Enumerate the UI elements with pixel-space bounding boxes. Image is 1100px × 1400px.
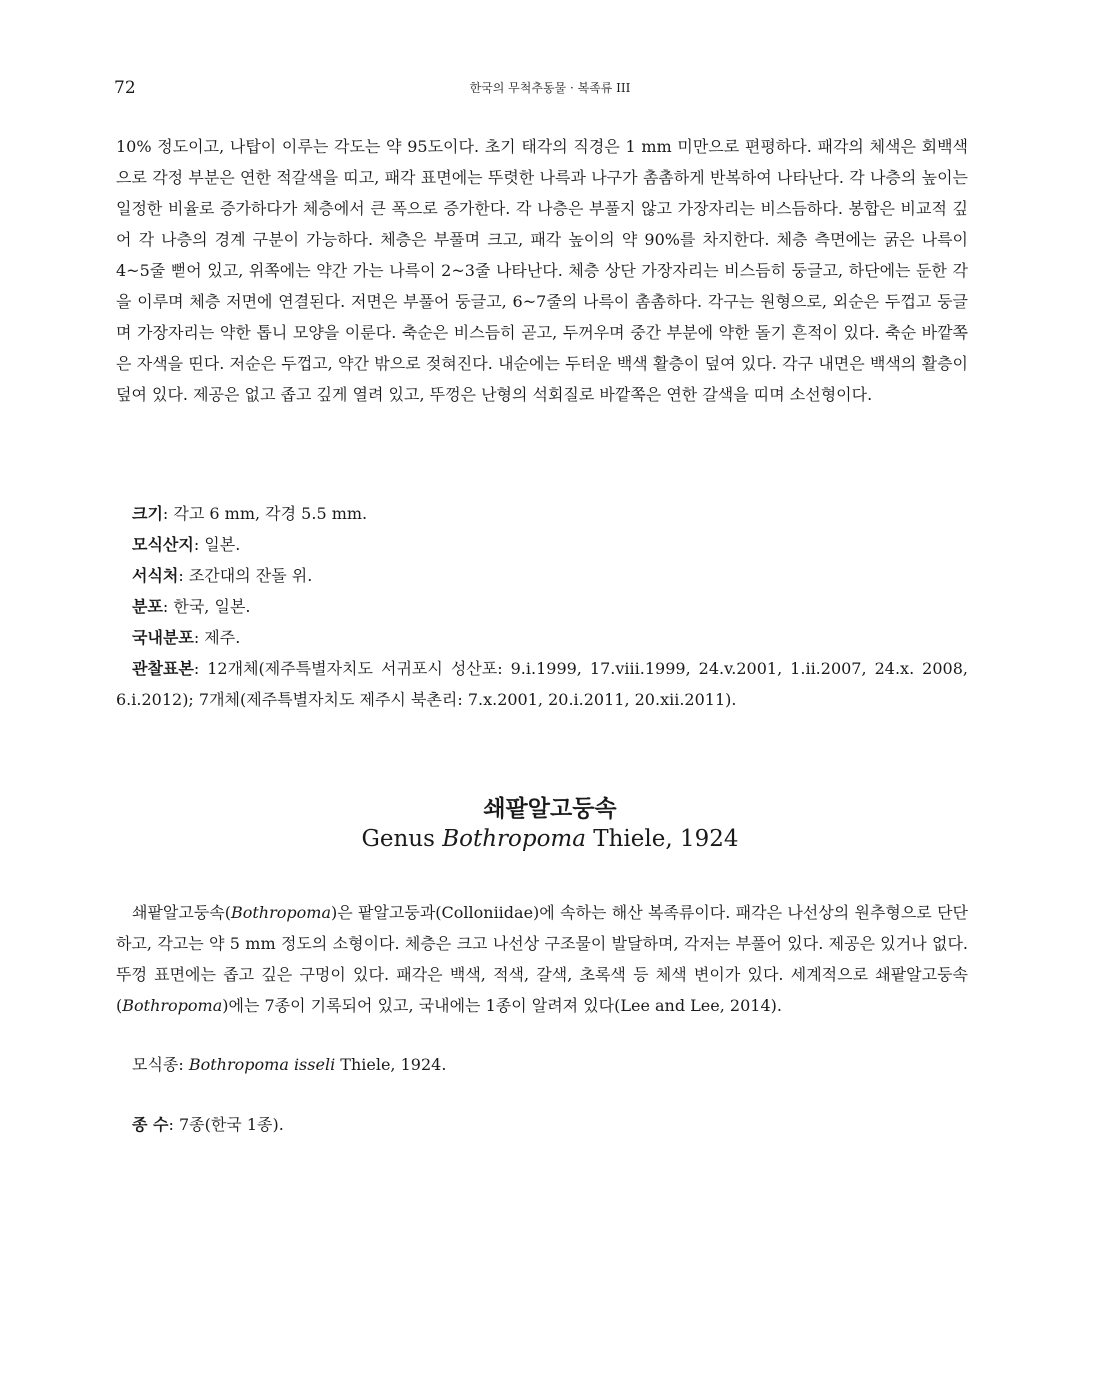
type-species-name: Bothropoma isseli xyxy=(188,1055,336,1074)
genus-subtitle xyxy=(0,826,1100,852)
domestic-distribution-line xyxy=(116,622,968,653)
running-head: 한국의 무척추동물 · 복족류 III xyxy=(469,81,631,95)
type-species-author: Thiele, 1924. xyxy=(335,1055,447,1074)
distribution-label: 분포 xyxy=(132,597,163,616)
size-value: : 각고 6 mm, 각경 5.5 mm. xyxy=(162,504,368,523)
species-count-label: 종 수 xyxy=(132,1115,169,1134)
type-species-label: 모식종: xyxy=(132,1055,189,1074)
genus-text-3: )에는 7종이 기록되어 있고, 국내에는 1종이 알려져 있다(Lee and Lee, 2014). xyxy=(222,996,782,1015)
species-specs xyxy=(116,498,968,715)
genus-italic-2: Bothropoma xyxy=(122,996,223,1015)
genus-subtitle-prefix: Genus xyxy=(361,826,443,852)
page-number: 72 xyxy=(114,78,136,98)
size-line xyxy=(116,498,968,529)
domestic-distribution-label: 국내분포 xyxy=(132,628,194,647)
habitat-label: 서식처 xyxy=(132,566,179,585)
genus-text-2: )은 팥알고둥과(Colloniidae)에 속하는 해산 복족류이다. 패각은 나선상의 원추형으로 단단하고, 각고는 약 5 mm 정도의 소형이다. 체층은 크고 나선상 구조물이 발달하며, 각저는 부풀어 있다. 제공은 있거나 없다. 뚜껑 표면에는 좁고 깊은 구멍이 있다. 패각은 백색, 적색, 갈색, 초록색 등 체색 변이가 있다. 세계적으로 쇄팥알고둥속( xyxy=(116,903,968,1015)
genus-subtitle-name: Bothropoma xyxy=(442,826,586,852)
type-locality-label: 모식산지 xyxy=(132,535,194,554)
size-label: 크기 xyxy=(132,504,163,523)
type-species-line xyxy=(116,1049,984,1080)
genus-italic-1: Bothropoma xyxy=(230,903,331,922)
type-locality-value: : 일본. xyxy=(193,535,241,554)
habitat-value: : 조간대의 잔돌 위. xyxy=(178,566,313,585)
type-locality-line xyxy=(116,529,968,560)
distribution-value: : 한국, 일본. xyxy=(162,597,251,616)
species-count-value: : 7종(한국 1종). xyxy=(168,1115,284,1134)
species-count-line xyxy=(116,1109,984,1140)
habitat-line xyxy=(116,560,968,591)
genus-paragraph xyxy=(116,897,968,1021)
genus-subtitle-author: Thiele, 1924 xyxy=(585,826,739,852)
genus-title: 쇄팥알고둥속 xyxy=(483,795,617,822)
genus-text-1: 쇄팥알고둥속( xyxy=(132,903,231,922)
distribution-line xyxy=(116,591,968,622)
domestic-distribution-value: : 제주. xyxy=(193,628,241,647)
specimens-value: : 12개체(제주특별자치도 서귀포시 성산포: 9.i.1999, 17.viii.1999, 24.v.2001, 1.ii.2007, 24.x. 2008, 6.i.2012); 7개체(제주특별자치도 제주시 북촌리: 7.x.2001, 20.i.2011, 20.xii.2011). xyxy=(116,659,968,709)
specimens-line xyxy=(116,653,968,715)
specimens-label: 관찰표본 xyxy=(132,659,194,678)
description-paragraph: 10% 정도이고, 나탑이 이루는 각도는 약 95도이다. 초기 태각의 직경은 1 mm 미만으로 편평하다. 패각의 체색은 회백색으로 각정 부분은 연한 적갈색을 띠고, 패각 표면에는 뚜렷한 나륵과 나구가 촘촘하게 반복하여 나타난다. 각 나층의 높이는 일정한 비율로 증가하다가 체층에서 큰 폭으로 증가한다. 각 나층은 부풀지 않고 가장자리는 비스듬하다. 봉합은 비교적 깊어 각 나층의 경계 구분이 가능하다. 체층은 부풀며 크고, 패각 높이의 약 90%를 차지한다. 체층 측면에는 굵은 나륵이 4~5줄 뻗어 있고, 위쪽에는 약간 가는 나륵이 2~3줄 나타난다. 체층 상단 가장자리는 비스듬히 둥글고, 하단에는 둔한 각을 이루며 체층 저면에 연결된다. 저면은 부풀어 둥글고, 6~7줄의 나륵이 촘촘하다. 각구는 원형으로, 외순은 두껍고 둥글며 가장자리는 약한 톱니 모양을 이룬다. 축순은 비스듬히 곧고, 두꺼우며 중간 부분에 약한 돌기 흔적이 있다. 축순 바깥쪽은 자색을 띤다. 저순은 두껍고, 약간 밖으로 젖혀진다. 내순에는 두터운 백색 활층이 덮여 있다. 각구 내면은 백색의 활층이 덮여 있다. 제공은 없고 좁고 깊게 열려 있고, 뚜껑은 난형의 석회질로 바깥쪽은 연한 갈색을 띠며 소선형이다. xyxy=(116,137,968,404)
